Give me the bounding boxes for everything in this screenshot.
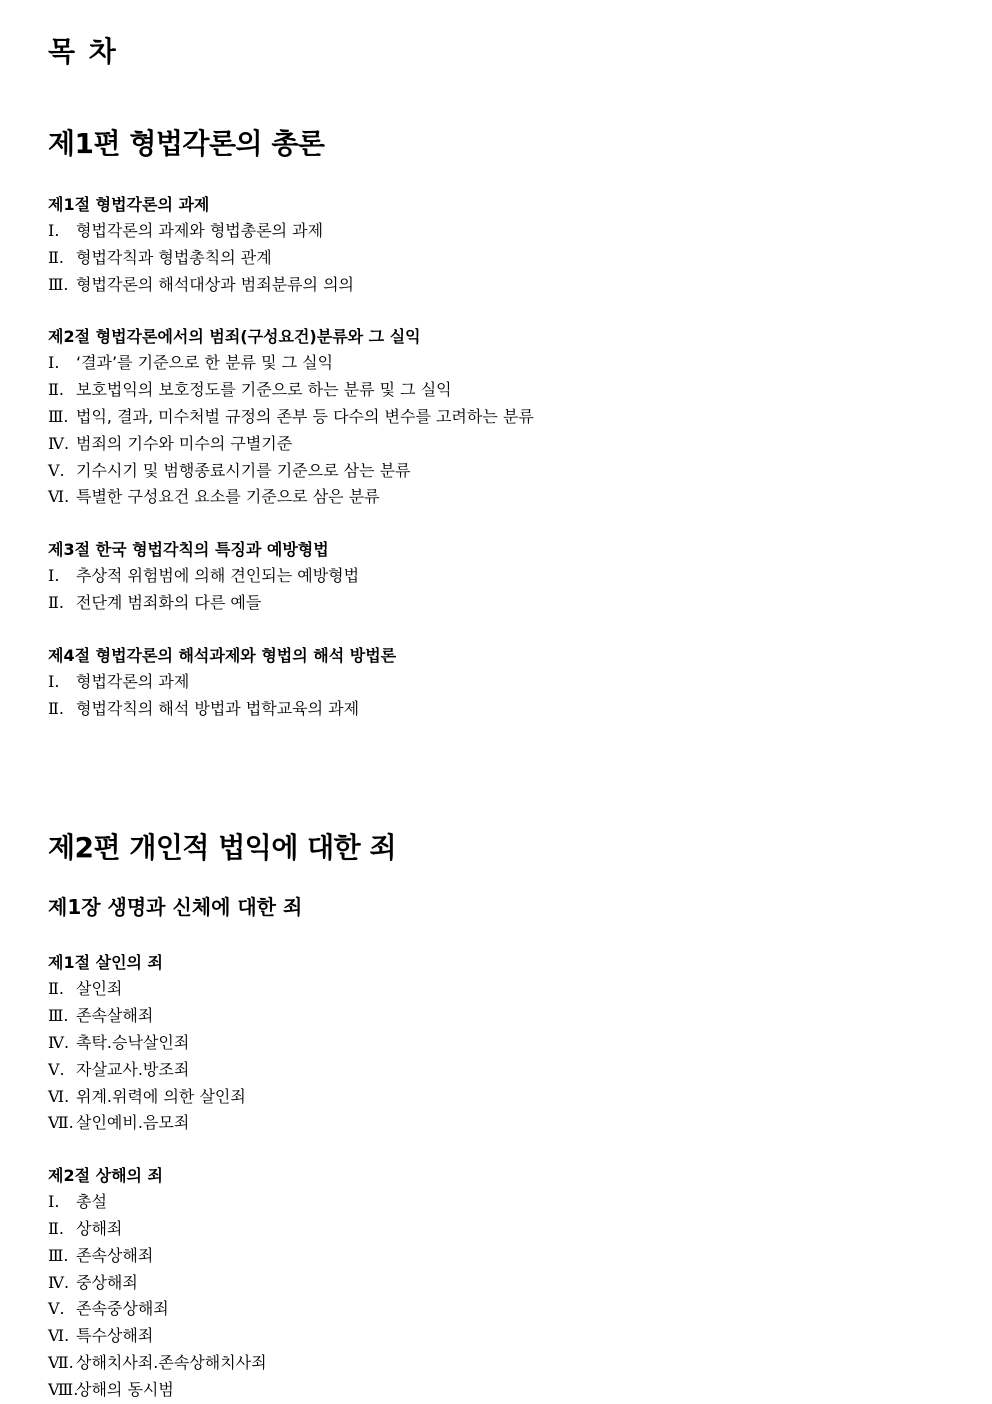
toc-title: 목 차 <box>48 35 118 68</box>
list-item <box>48 218 948 245</box>
list-item <box>48 590 948 617</box>
item-text: 형법각론의 해석대상과 범죄분류의 의의 <box>76 274 355 294</box>
section-1-1 <box>48 192 948 298</box>
item-number: Ⅲ. <box>48 1006 69 1026</box>
list-item <box>48 1030 948 1057</box>
part-title: 제2편 개인적 법익에 대한 죄 <box>48 831 397 865</box>
chapter-1 <box>48 892 948 922</box>
part-title: 제1편 형법각론의 총론 <box>48 127 325 160</box>
item-number: Ⅰ. <box>48 353 60 373</box>
item-number: Ⅶ. <box>48 1352 74 1372</box>
section-items <box>48 669 948 723</box>
list-item <box>48 1350 948 1377</box>
item-number: Ⅲ. <box>48 1245 69 1265</box>
item-text: 기수시기 및 범행종료시기를 기준으로 삼는 분류 <box>76 460 411 480</box>
list-item <box>48 1377 948 1404</box>
list-item <box>48 1216 948 1243</box>
item-text: 상해의 동시범 <box>76 1379 174 1399</box>
section-1-3 <box>48 537 948 617</box>
list-item <box>48 976 948 1003</box>
item-text: 존속살해죄 <box>76 1006 154 1026</box>
item-number: Ⅱ. <box>48 592 64 612</box>
section-1-4 <box>48 643 948 723</box>
item-number: Ⅰ. <box>48 221 60 240</box>
section-2-2 <box>48 1163 948 1403</box>
item-number: Ⅰ. <box>48 1192 60 1212</box>
section-title: 제2절 형법각론에서의 범죄(구성요건)분류와 그 실익 <box>48 327 421 347</box>
item-text: 살인죄 <box>76 979 123 999</box>
part-1 <box>48 124 948 722</box>
list-item <box>48 1189 948 1216</box>
item-text: 총설 <box>76 1192 107 1212</box>
item-text: 형법각론의 과제와 형법총론의 과제 <box>76 221 324 240</box>
section-2-1 <box>48 950 948 1137</box>
item-text: 존속상해죄 <box>76 1245 154 1265</box>
list-item <box>48 1270 948 1297</box>
section-items <box>48 976 948 1137</box>
item-text: 촉탁.승낙살인죄 <box>76 1032 190 1052</box>
item-text: 특별한 구성요건 요소를 기준으로 삼은 분류 <box>76 487 380 507</box>
list-item <box>48 458 948 485</box>
item-number: Ⅶ. <box>48 1113 74 1133</box>
item-number: Ⅱ. <box>48 979 64 999</box>
section-title: 제1절 살인의 죄 <box>48 953 164 973</box>
item-text: 형법각칙과 형법총칙의 관계 <box>76 247 272 267</box>
list-item <box>48 377 948 404</box>
list-item <box>48 563 948 590</box>
item-number: Ⅴ. <box>48 1059 65 1079</box>
list-item <box>48 1003 948 1030</box>
list-item <box>48 669 948 696</box>
item-text: 보호법익의 보호정도를 기준으로 하는 분류 및 그 실익 <box>76 380 452 400</box>
item-text: 형법각칙의 해석 방법과 법학교육의 과제 <box>76 698 360 718</box>
item-number: Ⅱ. <box>48 380 64 400</box>
section-1-2 <box>48 324 948 511</box>
item-text: 위계.위력에 의한 살인죄 <box>76 1086 246 1106</box>
item-number: Ⅴ. <box>48 460 65 480</box>
item-text: 형법각론의 과제 <box>76 671 190 691</box>
item-number: Ⅷ. <box>48 1379 79 1399</box>
item-text: 살인예비.음모죄 <box>76 1113 190 1133</box>
item-text: 전단계 범죄화의 다른 예들 <box>76 592 262 612</box>
list-item <box>48 1084 948 1111</box>
section-items <box>48 350 948 511</box>
item-number: Ⅳ. <box>48 433 70 453</box>
list-item <box>48 484 948 511</box>
list-item <box>48 272 948 299</box>
section-items <box>48 563 948 617</box>
item-number: Ⅵ. <box>48 1326 70 1346</box>
item-number: Ⅴ. <box>48 1299 65 1319</box>
item-number: Ⅲ. <box>48 274 69 294</box>
list-item <box>48 404 948 431</box>
section-items <box>48 218 948 298</box>
item-text: 추상적 위험범에 의해 견인되는 예방형법 <box>76 566 360 586</box>
item-text: ‘결과’를 기준으로 한 분류 및 그 실익 <box>76 353 334 373</box>
toc-page <box>48 32 948 1404</box>
section-title: 제1절 형법각론의 과제 <box>48 195 210 214</box>
item-number: Ⅰ. <box>48 671 60 691</box>
list-item <box>48 1057 948 1084</box>
item-number: Ⅱ. <box>48 247 64 267</box>
list-item <box>48 431 948 458</box>
item-text: 범죄의 기수와 미수의 구별기준 <box>76 433 293 453</box>
item-number: Ⅵ. <box>48 487 70 507</box>
item-text: 특수상해죄 <box>76 1326 154 1346</box>
item-number: Ⅱ. <box>48 1218 64 1238</box>
list-item <box>48 1110 948 1137</box>
list-item <box>48 1296 948 1323</box>
item-number: Ⅳ. <box>48 1272 70 1292</box>
list-item <box>48 1323 948 1350</box>
part-2 <box>48 828 948 1403</box>
section-title: 제4절 형법각론의 해석과제와 형법의 해석 방법론 <box>48 645 397 665</box>
list-item <box>48 1243 948 1270</box>
chapter-title: 제1장 생명과 신체에 대한 죄 <box>48 895 303 920</box>
item-number: Ⅱ. <box>48 698 64 718</box>
list-item <box>48 245 948 272</box>
item-text: 상해죄 <box>76 1218 123 1238</box>
item-text: 중상해죄 <box>76 1272 138 1292</box>
section-title: 제3절 한국 형법각칙의 특징과 예방형법 <box>48 540 329 560</box>
section-title: 제2절 상해의 죄 <box>48 1166 164 1186</box>
list-item <box>48 350 948 377</box>
item-text: 존속중상해죄 <box>76 1299 169 1319</box>
item-number: Ⅵ. <box>48 1086 70 1106</box>
list-item <box>48 696 948 723</box>
item-text: 자살교사.방조죄 <box>76 1059 190 1079</box>
item-text: 법익, 결과, 미수처벌 규정의 존부 등 다수의 변수를 고려하는 분류 <box>76 406 534 426</box>
item-number: Ⅳ. <box>48 1032 70 1052</box>
item-text: 상해치사죄.존속상해치사죄 <box>76 1352 267 1372</box>
item-number: Ⅰ. <box>48 566 60 586</box>
section-items <box>48 1189 948 1403</box>
item-number: Ⅲ. <box>48 406 69 426</box>
